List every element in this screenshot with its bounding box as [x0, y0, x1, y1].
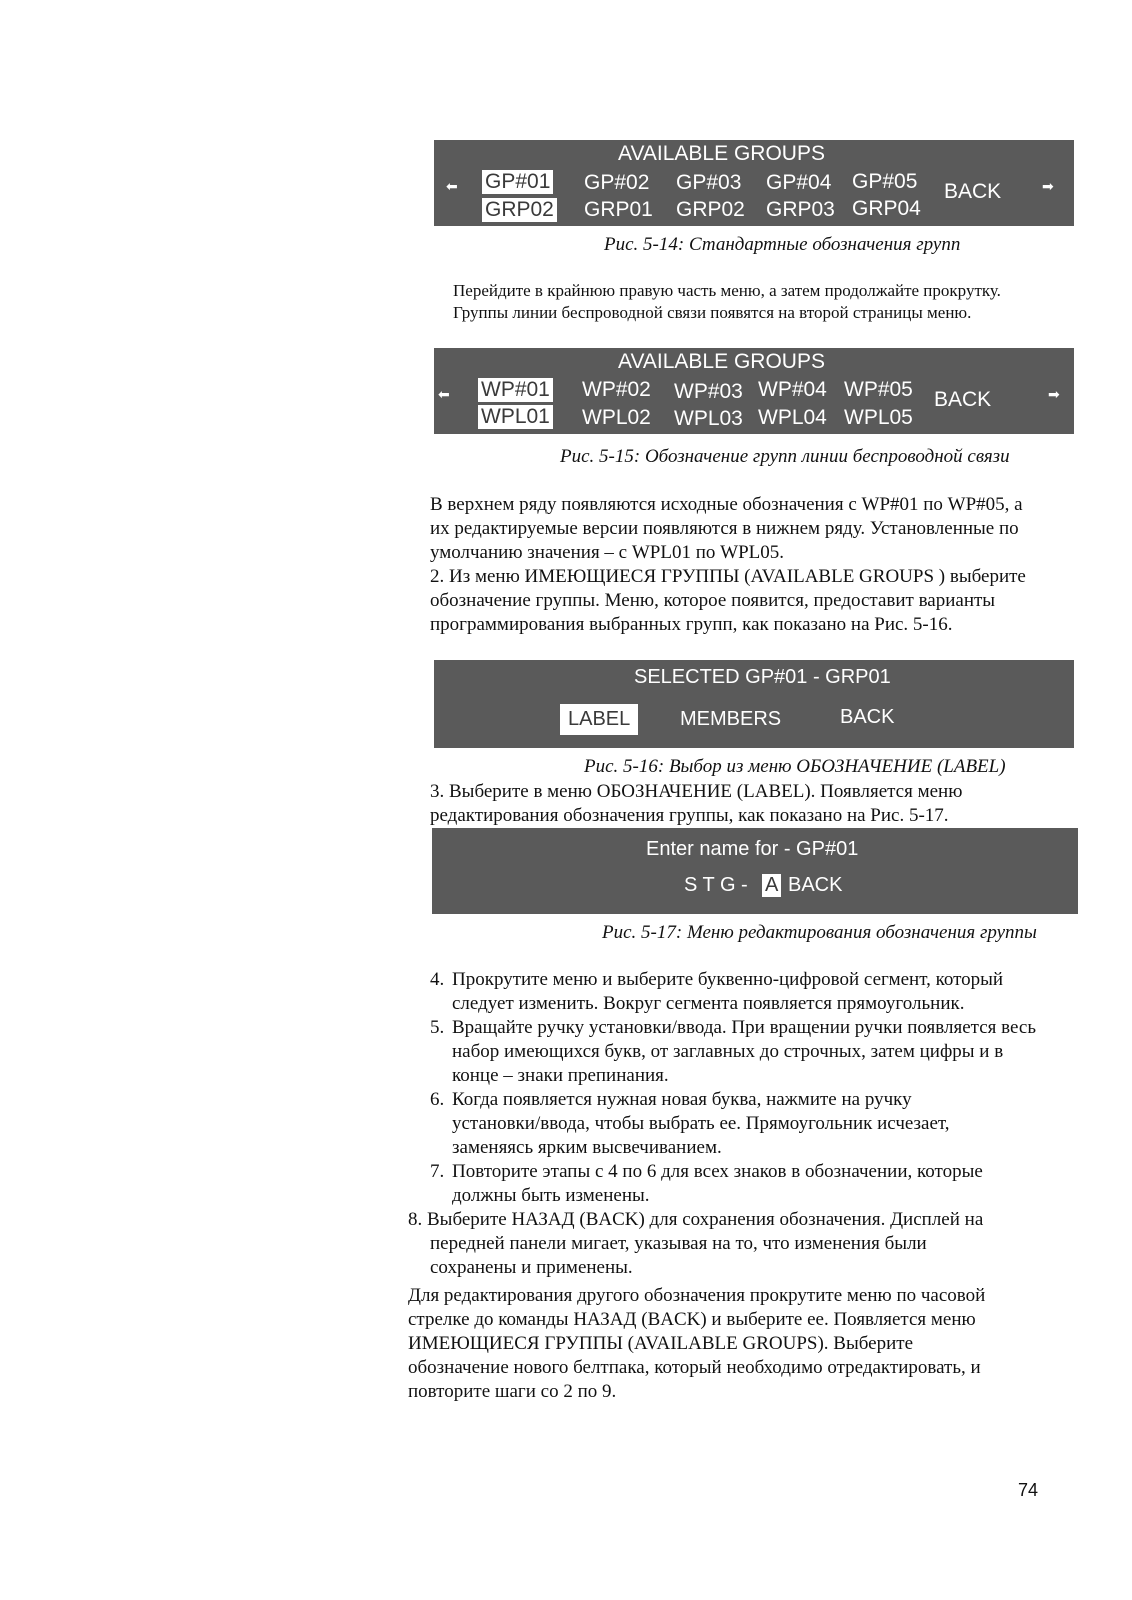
step-8-line: 8. Выберите НАЗАД (BACK) для сохранения обозначения. Дисплей на — [408, 1209, 984, 1230]
fig15-wp01: WP#01 — [478, 378, 553, 402]
paragraph-1-line: программирования выбранных групп, как показано на Рис. 5-16. — [430, 614, 953, 635]
fig14-caption: Рис. 5-14: Стандартные обозначения групп — [604, 234, 961, 255]
fig17-display — [432, 828, 1078, 914]
list-item: 7. Повторите этапы с 4 по 6 для всех знаков в обозначении, которые должны быть изменены. — [430, 1161, 983, 1206]
fig16-display — [434, 660, 1074, 748]
fig15-wp03: WP#03 — [674, 380, 743, 403]
fig15-wp02: WP#02 — [582, 378, 651, 401]
list-item: 6. Когда появляется нужная новая буква, нажмите на ручку установки/ввода, чтобы выбрать ее. Прямоугольник исчезает, заменяясь ярким высвечиванием. — [430, 1089, 950, 1158]
fig14-gp04: GP#04 — [766, 171, 832, 194]
fig15-title: AVAILABLE GROUPS — [618, 350, 825, 373]
paragraph-2 — [430, 780, 1090, 828]
step-8-line: передней панели мигает, указывая на то, что изменения были — [430, 1233, 927, 1254]
fig15-caption: Рис. 5-15: Обозначение групп линии беспроводной связи — [560, 446, 1010, 467]
fig15-wp04: WP#04 — [758, 378, 827, 401]
fig15-wpl01: WPL01 — [478, 405, 553, 429]
fig16-members-option: MEMBERS — [680, 708, 782, 730]
fig16-title: SELECTED GP#01 - GRP01 — [634, 666, 891, 688]
paragraph-2-line: редактирования обозначения группы, как показано на Рис. 5-17. — [430, 805, 949, 826]
intro-line-2: Группы линии беспроводной связи появятся на второй страницы меню. — [453, 303, 972, 322]
list-item: 4. Прокрутите меню и выберите буквенно-цифровой сегмент, который следует изменить. Вокруг сегмента появляется прямоугольник. — [430, 969, 1004, 1014]
paragraph-1-line: В верхнем ряду появляются исходные обозначения с WP#01 по WP#05, а — [430, 494, 1023, 515]
fig14-title: AVAILABLE GROUPS — [618, 142, 825, 165]
paragraph-1-line: обозначение группы. Меню, которое появится, предоставит варианты — [430, 590, 996, 611]
fig16-back-option: BACK — [840, 706, 895, 728]
closing-line: обозначение нового белтпака, который необходимо отредактировать, и — [408, 1357, 981, 1378]
closing-paragraph — [408, 1284, 1088, 1404]
fig14-gp02: GP#02 — [584, 171, 650, 194]
fig17-title: Enter name for - GP#01 — [646, 838, 859, 860]
fig15-wpl04: WPL04 — [758, 406, 827, 429]
intro-paragraph — [453, 280, 1093, 324]
left-arrow-icon: ⬅ — [438, 386, 450, 402]
paragraph-1 — [430, 493, 1090, 637]
closing-line: ИМЕЮЩИЕСЯ ГРУППЫ (AVAILABLE GROUPS). Выберите — [408, 1333, 914, 1354]
steps-list — [430, 968, 1110, 1208]
fig14-grp01: GRP01 — [584, 198, 653, 221]
right-arrow-icon: ➡ — [1042, 178, 1054, 194]
fig15-display — [434, 348, 1074, 434]
paragraph-1-line: 2. Из меню ИМЕЮЩИЕСЯ ГРУППЫ (AVAILABLE GROUPS ) выберите — [430, 566, 1026, 587]
paragraph-2-line: 3. Выберите в меню ОБОЗНАЧЕНИЕ (LABEL). Появляется меню — [430, 781, 963, 802]
closing-line: стрелке до команды НАЗАД (BACK) и выберите ее. Появляется меню — [408, 1309, 976, 1330]
fig14-gp01: GP#01 — [482, 170, 553, 194]
fig15-wpl05: WPL05 — [844, 406, 913, 429]
closing-line: Для редактирования другого обозначения прокрутите меню по часовой — [408, 1285, 986, 1306]
fig14-back: BACK — [944, 180, 1002, 203]
fig16-label-option: LABEL — [560, 704, 638, 735]
closing-line: повторите шаги со 2 по 9. — [408, 1381, 617, 1402]
fig14-display — [434, 140, 1074, 226]
intro-line-1: Перейдите в крайнюю правую часть меню, а затем продолжайте прокрутку. — [453, 281, 1001, 300]
paragraph-1-line: их редактируемые версии появляются в нижнем ряду. Установленные по — [430, 518, 1019, 539]
fig15-wp05: WP#05 — [844, 378, 913, 401]
fig14-grp04: GRP04 — [852, 197, 921, 220]
list-item: 5. Вращайте ручку установки/ввода. При вращении ручки появляется весь набор имеющихся букв, от заглавных до строчных, затем цифры и в конце – знаки препинания. — [430, 1017, 1036, 1086]
fig14-gp03: GP#03 — [676, 171, 742, 194]
fig14-gp05: GP#05 — [852, 170, 918, 193]
fig14-grp02: GRP02 — [676, 198, 745, 221]
fig15-back: BACK — [934, 388, 992, 411]
fig17-caption: Рис. 5-17: Меню редактирования обозначения группы — [602, 922, 1037, 943]
step-8-line: сохранены и применены. — [430, 1257, 633, 1278]
fig15-wpl02: WPL02 — [582, 406, 651, 429]
fig17-chars: S T G - — [684, 874, 748, 896]
fig14-grp03: GRP03 — [766, 198, 835, 221]
paragraph-1-line: умолчанию значения – с WPL01 по WPL05. — [430, 542, 784, 563]
fig14-grp02-selected: GRP02 — [482, 198, 557, 222]
step-8 — [408, 1208, 1088, 1280]
page-number: 74 — [1018, 1480, 1039, 1500]
fig17-selected-char: A — [762, 874, 781, 897]
right-arrow-icon: ➡ — [1048, 386, 1060, 402]
fig15-wpl03: WPL03 — [674, 407, 743, 430]
fig17-back: BACK — [788, 874, 843, 896]
fig16-caption: Рис. 5-16: Выбор из меню ОБОЗНАЧЕНИЕ (LABEL) — [584, 756, 1006, 777]
left-arrow-icon: ⬅ — [446, 178, 458, 194]
